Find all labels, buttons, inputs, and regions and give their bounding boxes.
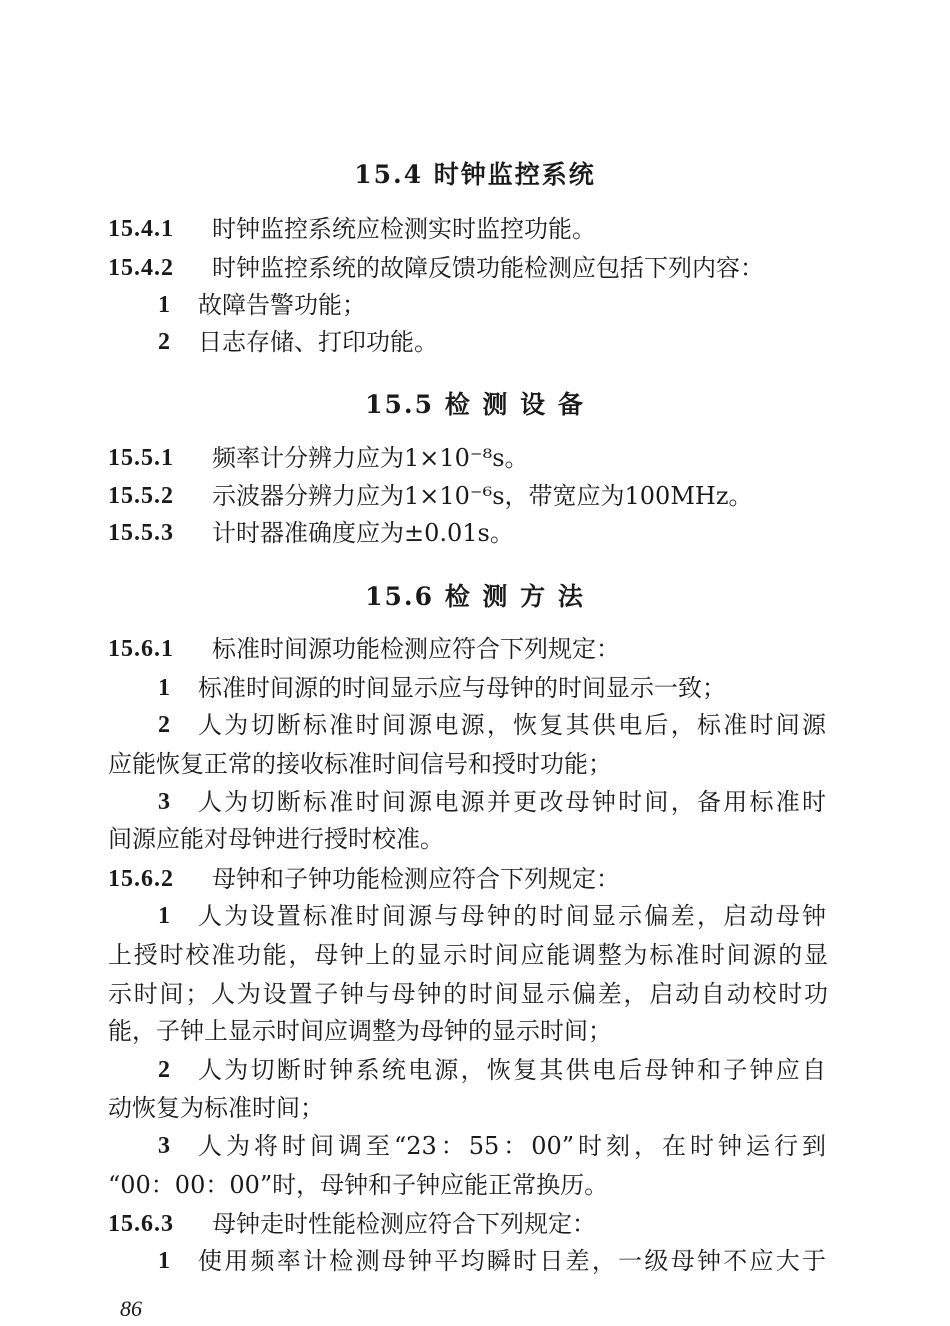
- item-text: 人为切断标准时间源电源并更改母钟时间，备用标准时: [198, 788, 826, 816]
- clause-number: 15.6.3: [108, 1211, 174, 1237]
- clause-number: 15.6.1: [108, 636, 174, 662]
- clause-number: 15.5.1: [108, 445, 174, 471]
- item-text: 人为切断标准时间源电源，恢复其供电后，标准时间源: [198, 711, 826, 739]
- item-text: 能，子钟上显示时间应调整为母钟的显示时间；: [108, 1017, 612, 1045]
- item-text: 上授时校准功能，母钟上的显示时间应能调整为标准时间源的显: [108, 941, 828, 969]
- section-title-15-4: 15.4 时钟监控系统: [354, 160, 596, 189]
- item-number: 3: [158, 789, 170, 815]
- item-number: 2: [158, 329, 170, 355]
- clause-text: 母钟和子钟功能检测应符合下列规定：: [212, 865, 620, 893]
- page-number: 86: [120, 1296, 142, 1321]
- clause-number: 15.4.2: [108, 255, 174, 281]
- item-number: 2: [158, 712, 170, 738]
- item-number: 2: [158, 1057, 170, 1083]
- item-text: 人为设置标准时间源与母钟的时间显示偏差，启动母钟: [198, 902, 826, 930]
- item-number: 1: [158, 292, 170, 318]
- item-text: 日志存储、打印功能。: [198, 328, 438, 356]
- section-title-15-5: 15.5 检 测 设 备: [365, 390, 585, 419]
- clause-text: 母钟走时性能检测应符合下列规定：: [212, 1210, 596, 1238]
- clause-number: 15.5.3: [108, 520, 174, 546]
- item-text: 人为将时间调至“23：55：00”时刻，在时钟运行到: [198, 1132, 826, 1160]
- item-number: 1: [158, 903, 170, 929]
- item-number: 1: [158, 675, 170, 701]
- clause-number: 15.5.2: [108, 483, 174, 509]
- item-number: 3: [158, 1133, 170, 1159]
- item-text: 应能恢复正常的接收标准时间信号和授时功能；: [108, 750, 612, 778]
- item-number: 1: [158, 1248, 170, 1274]
- clause-number: 15.4.1: [108, 216, 174, 242]
- clause-text: 时钟监控系统应检测实时监控功能。: [212, 215, 596, 243]
- item-text: 标准时间源的时间显示应与母钟的时间显示一致；: [198, 674, 726, 702]
- clause-text: 频率计分辨力应为1×10⁻⁸s。: [212, 444, 529, 472]
- item-text: “00：00：00”时，母钟和子钟应能正常换历。: [108, 1171, 609, 1199]
- clause-text: 计时器准确度应为±0.01s。: [212, 519, 514, 547]
- item-text: 故障告警功能；: [198, 291, 366, 319]
- item-text: 示时间；人为设置子钟与母钟的时间显示偏差，启动自动校时功: [108, 980, 828, 1008]
- item-text: 动恢复为标准时间；: [108, 1094, 324, 1122]
- clause-text: 示波器分辨力应为1×10⁻⁶s，带宽应为100MHz。: [212, 482, 753, 510]
- section-title-15-6: 15.6 检 测 方 法: [365, 582, 585, 611]
- clause-number: 15.6.2: [108, 866, 174, 892]
- item-text: 人为切断时钟系统电源，恢复其供电后母钟和子钟应自: [198, 1056, 826, 1084]
- item-text: 使用频率计检测母钟平均瞬时日差，一级母钟不应大于: [198, 1247, 826, 1275]
- clause-text: 标准时间源功能检测应符合下列规定：: [212, 635, 620, 663]
- clause-text: 时钟监控系统的故障反馈功能检测应包括下列内容：: [212, 254, 764, 282]
- item-text: 间源应能对母钟进行授时校准。: [108, 825, 444, 853]
